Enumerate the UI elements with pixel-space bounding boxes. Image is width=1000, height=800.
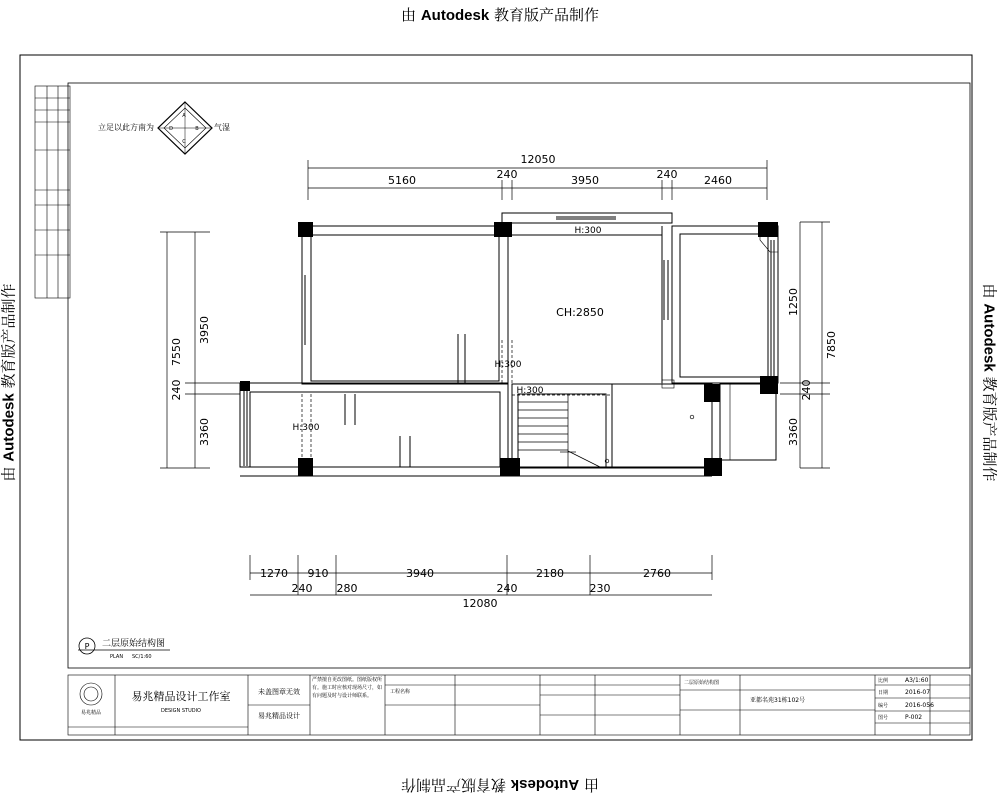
title-block — [68, 675, 970, 735]
column — [758, 222, 778, 237]
outer-frame — [20, 55, 972, 740]
dim-bottom-row2-1: 240 — [291, 582, 313, 595]
dim-bottom-1: 1270 — [260, 567, 288, 580]
watermark-prefix: 由 — [583, 776, 599, 794]
beam-height-stair: H:300 — [516, 386, 544, 396]
dim-top-seg-5: 2460 — [704, 174, 732, 187]
ceiling-height-label: CH:2850 — [556, 306, 604, 319]
diamond-letter-c: C — [182, 139, 186, 145]
beam-lines — [302, 235, 662, 467]
column — [298, 222, 313, 237]
drawing-no-label: 编号 — [878, 703, 889, 709]
drawing-name: 二层原始结构图 — [684, 680, 720, 686]
date-value: 2016-07 — [905, 689, 931, 696]
watermark-brand: Autodesk — [980, 303, 998, 372]
column — [500, 458, 520, 476]
dim-left-overall: 7550 — [170, 338, 183, 366]
watermark-suffix: 教育版产品制作 — [0, 283, 18, 389]
dim-bottom-3: 3940 — [406, 567, 434, 580]
logo-right-text: 气湿 — [214, 123, 230, 132]
diamond-letter-b: B — [195, 126, 199, 132]
column — [704, 384, 720, 402]
dim-top-seg-4: 240 — [656, 168, 678, 181]
dim-right-seg-3: 3360 — [787, 418, 800, 446]
diamond-letter-d: D — [169, 126, 173, 132]
dim-bottom-row2-3: 240 — [496, 582, 518, 595]
dim-right-seg-2: 240 — [800, 379, 813, 401]
studio-sub: DESIGN STUDIO — [160, 708, 202, 714]
dim-top-seg-3: 3950 — [571, 174, 599, 187]
plan-marker: P — [84, 642, 90, 651]
drawing-no-value: 2016-056 — [905, 702, 934, 709]
dim-bottom-row2-2: 280 — [336, 582, 358, 595]
approval-note-2: 易兆精品设计 — [258, 712, 300, 720]
plan-title — [78, 637, 170, 660]
sheet-label: 图号 — [878, 715, 889, 721]
dim-top-seg-2: 240 — [496, 168, 518, 181]
watermark-prefix: 由 — [0, 466, 18, 482]
beam-height-mid: H:300 — [494, 360, 522, 370]
plan-title-sub1: PLAN — [110, 654, 124, 660]
dim-bottom-row2-4: 230 — [589, 582, 611, 595]
dim-top-seg-1: 5160 — [388, 174, 416, 187]
watermark-prefix: 由 — [401, 6, 417, 24]
diamond-letter-a: A — [182, 113, 186, 119]
column — [494, 222, 512, 237]
date-label: 日期 — [878, 690, 889, 696]
column — [760, 376, 778, 394]
studio-logo-caption: 易兆精品 — [80, 710, 102, 716]
column — [240, 381, 250, 391]
beam-height-left: H:300 — [292, 423, 320, 433]
watermark-suffix: 教育版产品制作 — [401, 776, 507, 794]
beam-height-top: H:300 — [574, 226, 602, 236]
dim-bottom-2: 910 — [307, 567, 329, 580]
scale-value: A3/1:60 — [905, 677, 929, 684]
plan-title-sub2: SC/1:60 — [132, 654, 152, 660]
logo-left-text: 立足以此方南为 — [98, 123, 154, 132]
dimension-labels — [170, 153, 838, 610]
project-name: 亚都名苑31栋102号 — [750, 697, 806, 704]
column — [298, 458, 313, 476]
studio-name: 易兆精品设计工作室 — [131, 690, 231, 703]
dim-top-overall: 12050 — [520, 153, 556, 166]
columns — [240, 222, 778, 476]
orientation-logo — [98, 102, 230, 154]
notes-text: 严禁擅自更改图纸。图纸版权所有。施工时应核对现场尺寸，如有问题及时与设计师联系。 — [312, 677, 383, 699]
revision-strip — [35, 86, 70, 298]
project-label: 工程名称 — [390, 689, 411, 695]
dim-bottom-4: 2180 — [536, 567, 564, 580]
dim-bottom-overall: 12080 — [462, 597, 498, 610]
dim-right-overall: 7850 — [825, 331, 838, 359]
walls — [240, 213, 778, 476]
sheet-value: P-002 — [905, 714, 923, 721]
dim-right-seg-1: 1250 — [787, 288, 800, 316]
dim-bottom-5: 2760 — [643, 567, 671, 580]
watermark-brand: Autodesk — [0, 393, 18, 462]
watermark-suffix: 教育版产品制作 — [980, 376, 999, 482]
approval-note-1: 未盖图章无效 — [258, 688, 300, 696]
inner-frame — [68, 83, 970, 668]
dim-left-seg-2: 240 — [170, 379, 183, 401]
dim-left-seg-3: 3360 — [198, 418, 211, 446]
watermark-brand: Autodesk — [510, 776, 580, 793]
column — [704, 458, 722, 476]
plan-title-text: 二层原始结构图 — [102, 639, 166, 649]
scale-label: 比例 — [878, 678, 889, 684]
watermark-suffix: 教育版产品制作 — [493, 6, 599, 24]
dim-left-seg-1: 3950 — [198, 316, 211, 344]
watermark-brand: Autodesk — [420, 7, 490, 24]
watermark-prefix: 由 — [980, 283, 999, 299]
